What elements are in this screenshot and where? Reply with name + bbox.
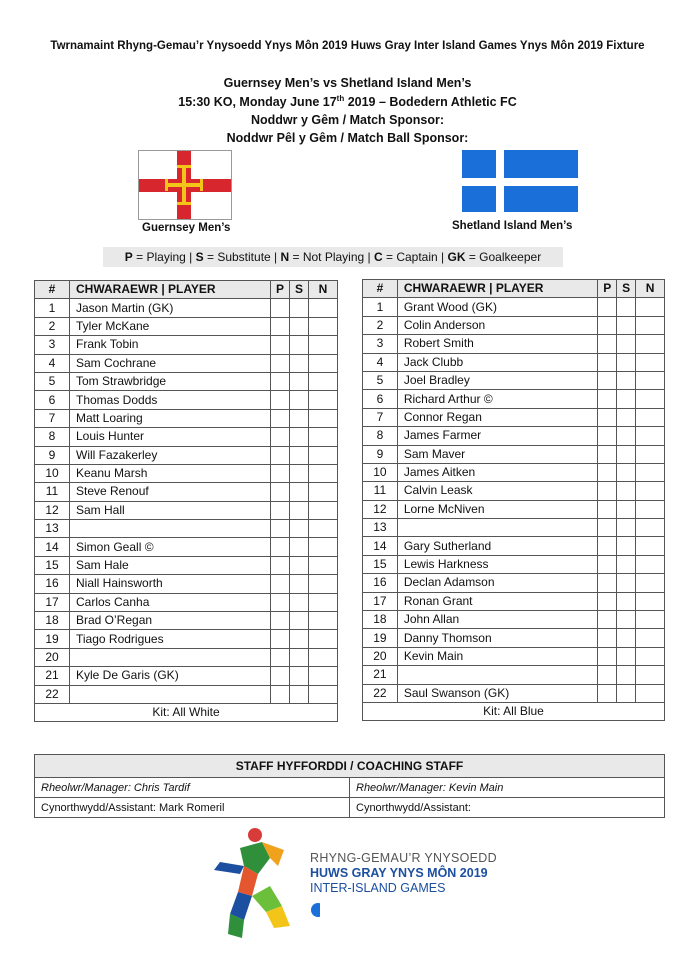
kickoff-line: 15:30 KO, Monday June 17th 2019 – Bodedern Athletic FC	[178, 94, 517, 110]
player-name: Calvin Leask	[397, 482, 598, 500]
player-name: Connor Regan	[397, 408, 598, 426]
playing-cell	[271, 336, 290, 354]
player-name: Jack Clubb	[397, 353, 598, 371]
not-playing-cell	[636, 408, 665, 426]
not-playing-cell	[309, 391, 338, 409]
not-playing-cell	[309, 667, 338, 685]
table-row	[35, 556, 338, 574]
table-row	[363, 629, 665, 647]
player-name	[70, 648, 271, 666]
player-number: 7	[363, 408, 398, 426]
col-n-header: N	[636, 280, 665, 298]
substitute-cell	[290, 667, 309, 685]
player-name: John Allan	[397, 611, 598, 629]
player-number: 16	[363, 574, 398, 592]
not-playing-cell	[309, 612, 338, 630]
player-number: 17	[363, 592, 398, 610]
player-name: Richard Arthur ©	[397, 390, 598, 408]
island-games-logo-icon	[200, 822, 320, 942]
player-number: 10	[363, 463, 398, 481]
player-name: Matt Loaring	[70, 409, 271, 427]
playing-cell	[598, 371, 617, 389]
fixture-title: Guernsey Men’s vs Shetland Island Men’s	[223, 76, 472, 90]
playing-cell	[271, 648, 290, 666]
table-row	[363, 298, 665, 316]
playing-cell	[598, 298, 617, 316]
player-name: Colin Anderson	[397, 316, 598, 334]
not-playing-cell	[636, 335, 665, 353]
table-row	[363, 611, 665, 629]
player-number: 4	[363, 353, 398, 371]
playing-cell	[271, 538, 290, 556]
playing-cell	[271, 520, 290, 538]
home-assistant: Cynorthwydd/Assistant: Mark Romeril	[35, 798, 350, 818]
not-playing-cell	[636, 500, 665, 518]
player-name: Tiago Rodrigues	[70, 630, 271, 648]
not-playing-cell	[309, 575, 338, 593]
not-playing-cell	[636, 371, 665, 389]
table-row	[35, 593, 338, 611]
playing-cell	[271, 593, 290, 611]
player-number: 20	[363, 647, 398, 665]
not-playing-cell	[636, 647, 665, 665]
player-number: 19	[363, 629, 398, 647]
playing-cell	[271, 446, 290, 464]
player-number: 8	[363, 427, 398, 445]
player-name: Keanu Marsh	[70, 464, 271, 482]
player-number: 1	[363, 298, 398, 316]
not-playing-cell	[309, 372, 338, 390]
player-name: James Farmer	[397, 427, 598, 445]
playing-cell	[598, 647, 617, 665]
table-row	[363, 592, 665, 610]
table-row	[363, 574, 665, 592]
substitute-cell	[617, 629, 636, 647]
player-number: 15	[35, 556, 70, 574]
playing-cell	[598, 555, 617, 573]
not-playing-cell	[309, 299, 338, 317]
shetland-flag-icon	[462, 150, 578, 210]
playing-cell	[598, 684, 617, 702]
player-name: Ronan Grant	[397, 592, 598, 610]
substitute-cell	[617, 298, 636, 316]
coaching-staff-table	[34, 754, 665, 818]
player-name: Tyler McKane	[70, 317, 271, 335]
not-playing-cell	[636, 427, 665, 445]
substitute-cell	[617, 445, 636, 463]
player-number: 7	[35, 409, 70, 427]
home-squad-table	[34, 280, 338, 722]
player-number: 9	[35, 446, 70, 464]
player-name: Lewis Harkness	[397, 555, 598, 573]
not-playing-cell	[309, 428, 338, 446]
substitute-cell	[290, 428, 309, 446]
substitute-cell	[290, 336, 309, 354]
playing-cell	[271, 630, 290, 648]
table-row	[35, 409, 338, 427]
away-kit: Kit: All Blue	[363, 702, 665, 720]
playing-cell	[271, 409, 290, 427]
not-playing-cell	[636, 519, 665, 537]
table-row	[35, 501, 338, 519]
substitute-cell	[290, 317, 309, 335]
not-playing-cell	[636, 611, 665, 629]
table-row	[363, 335, 665, 353]
table-row	[363, 371, 665, 389]
home-team-label: Guernsey Men’s	[142, 222, 231, 234]
playing-cell	[598, 574, 617, 592]
substitute-cell	[617, 427, 636, 445]
player-number: 17	[35, 593, 70, 611]
player-name: Steve Renouf	[70, 483, 271, 501]
substitute-cell	[617, 666, 636, 684]
playing-cell	[598, 500, 617, 518]
substitute-cell	[290, 354, 309, 372]
player-number: 12	[363, 500, 398, 518]
not-playing-cell	[636, 537, 665, 555]
player-name: Frank Tobin	[70, 336, 271, 354]
col-player-header: CHWARAEWR | PLAYER	[70, 281, 271, 299]
playing-cell	[271, 667, 290, 685]
substitute-cell	[617, 408, 636, 426]
legend: P = Playing | S = Substitute | N = Not Playing | C = Captain | GK = Goalkeeper	[103, 247, 563, 267]
playing-cell	[271, 428, 290, 446]
not-playing-cell	[309, 464, 338, 482]
player-number: 11	[35, 483, 70, 501]
player-name	[70, 685, 271, 703]
player-number: 5	[35, 372, 70, 390]
playing-cell	[598, 353, 617, 371]
player-number: 18	[35, 612, 70, 630]
table-row	[35, 575, 338, 593]
player-name: Sam Hall	[70, 501, 271, 519]
playing-cell	[598, 629, 617, 647]
substitute-cell	[617, 390, 636, 408]
table-row	[35, 354, 338, 372]
table-row	[363, 463, 665, 481]
substitute-cell	[617, 335, 636, 353]
table-row	[35, 685, 338, 703]
table-row	[35, 336, 338, 354]
playing-cell	[271, 299, 290, 317]
home-kit: Kit: All White	[35, 703, 338, 721]
substitute-cell	[290, 593, 309, 611]
not-playing-cell	[636, 574, 665, 592]
not-playing-cell	[636, 445, 665, 463]
substitute-cell	[617, 555, 636, 573]
table-row	[35, 391, 338, 409]
playing-cell	[598, 316, 617, 334]
player-number: 20	[35, 648, 70, 666]
table-row	[363, 519, 665, 537]
not-playing-cell	[309, 336, 338, 354]
table-row	[35, 464, 338, 482]
playing-cell	[271, 391, 290, 409]
not-playing-cell	[636, 666, 665, 684]
substitute-cell	[290, 464, 309, 482]
player-name: Kyle De Garis (GK)	[70, 667, 271, 685]
substitute-cell	[290, 501, 309, 519]
player-number: 4	[35, 354, 70, 372]
substitute-cell	[617, 482, 636, 500]
away-assistant: Cynorthwydd/Assistant:	[350, 798, 665, 818]
playing-cell	[271, 372, 290, 390]
substitute-cell	[617, 371, 636, 389]
playing-cell	[271, 464, 290, 482]
not-playing-cell	[636, 555, 665, 573]
table-row	[363, 316, 665, 334]
substitute-cell	[290, 372, 309, 390]
not-playing-cell	[636, 684, 665, 702]
table-row	[363, 647, 665, 665]
substitute-cell	[290, 575, 309, 593]
playing-cell	[271, 317, 290, 335]
playing-cell	[271, 354, 290, 372]
col-num-header: #	[35, 281, 70, 299]
not-playing-cell	[309, 354, 338, 372]
not-playing-cell	[636, 592, 665, 610]
player-number: 15	[363, 555, 398, 573]
not-playing-cell	[636, 482, 665, 500]
away-squad-table	[362, 279, 665, 721]
playing-cell	[271, 575, 290, 593]
player-number: 22	[363, 684, 398, 702]
ball-sponsor: Noddwr Pêl y Gêm / Match Ball Sponsor:	[226, 131, 469, 145]
col-player-header: CHWARAEWR | PLAYER	[397, 280, 598, 298]
away-team-label: Shetland Island Men’s	[452, 220, 573, 232]
table-row	[363, 555, 665, 573]
col-n-header: N	[309, 281, 338, 299]
player-number: 13	[35, 520, 70, 538]
table-row	[363, 445, 665, 463]
table-row	[35, 483, 338, 501]
table-row	[35, 446, 338, 464]
not-playing-cell	[309, 483, 338, 501]
table-row	[35, 538, 338, 556]
player-name	[70, 520, 271, 538]
not-playing-cell	[636, 316, 665, 334]
not-playing-cell	[309, 317, 338, 335]
player-number: 14	[35, 538, 70, 556]
playing-cell	[598, 611, 617, 629]
player-name: James Aitken	[397, 463, 598, 481]
playing-cell	[271, 556, 290, 574]
player-number: 2	[363, 316, 398, 334]
player-number: 18	[363, 611, 398, 629]
substitute-cell	[290, 556, 309, 574]
player-number: 21	[35, 667, 70, 685]
table-row	[35, 667, 338, 685]
substitute-cell	[290, 483, 309, 501]
player-number: 16	[35, 575, 70, 593]
player-name: Sam Maver	[397, 445, 598, 463]
col-s-header: S	[290, 281, 309, 299]
table-row	[35, 317, 338, 335]
substitute-cell	[290, 446, 309, 464]
playing-cell	[598, 592, 617, 610]
not-playing-cell	[309, 556, 338, 574]
substitute-cell	[290, 409, 309, 427]
playing-cell	[598, 445, 617, 463]
player-number: 22	[35, 685, 70, 703]
playing-cell	[598, 335, 617, 353]
substitute-cell	[617, 463, 636, 481]
substitute-cell	[617, 316, 636, 334]
table-row	[363, 408, 665, 426]
player-name: Kevin Main	[397, 647, 598, 665]
player-name: Jason Martin (GK)	[70, 299, 271, 317]
not-playing-cell	[636, 353, 665, 371]
substitute-cell	[617, 684, 636, 702]
not-playing-cell	[309, 648, 338, 666]
player-name: Tom Strawbridge	[70, 372, 271, 390]
not-playing-cell	[636, 390, 665, 408]
not-playing-cell	[636, 629, 665, 647]
substitute-cell	[617, 611, 636, 629]
away-manager: Rheolwr/Manager: Kevin Main	[350, 778, 665, 798]
not-playing-cell	[309, 538, 338, 556]
table-row	[363, 353, 665, 371]
playing-cell	[598, 666, 617, 684]
table-row	[35, 299, 338, 317]
table-row	[363, 684, 665, 702]
player-name: Niall Hainsworth	[70, 575, 271, 593]
substitute-cell	[617, 647, 636, 665]
playing-cell	[271, 612, 290, 630]
table-row	[363, 482, 665, 500]
home-manager: Rheolwr/Manager: Chris Tardif	[35, 778, 350, 798]
table-row	[363, 500, 665, 518]
table-row	[363, 390, 665, 408]
substitute-cell	[290, 538, 309, 556]
substitute-cell	[617, 574, 636, 592]
player-name: Joel Bradley	[397, 371, 598, 389]
table-row	[35, 612, 338, 630]
playing-cell	[598, 482, 617, 500]
substitute-cell	[290, 520, 309, 538]
player-name: Sam Cochrane	[70, 354, 271, 372]
table-row	[35, 630, 338, 648]
substitute-cell	[617, 537, 636, 555]
substitute-cell	[290, 685, 309, 703]
guernsey-flag-icon	[138, 150, 232, 220]
player-name: Saul Swanson (GK)	[397, 684, 598, 702]
table-row	[363, 537, 665, 555]
substitute-cell	[617, 353, 636, 371]
player-number: 13	[363, 519, 398, 537]
player-name: Carlos Canha	[70, 593, 271, 611]
player-number: 14	[363, 537, 398, 555]
player-name: Louis Hunter	[70, 428, 271, 446]
player-number: 6	[363, 390, 398, 408]
playing-cell	[271, 685, 290, 703]
playing-cell	[271, 501, 290, 519]
playing-cell	[598, 427, 617, 445]
player-name: Declan Adamson	[397, 574, 598, 592]
not-playing-cell	[309, 685, 338, 703]
substitute-cell	[290, 648, 309, 666]
table-row	[363, 427, 665, 445]
substitute-cell	[617, 500, 636, 518]
player-number: 3	[363, 335, 398, 353]
player-number: 5	[363, 371, 398, 389]
player-number: 3	[35, 336, 70, 354]
player-number: 21	[363, 666, 398, 684]
not-playing-cell	[309, 501, 338, 519]
not-playing-cell	[636, 463, 665, 481]
playing-cell	[598, 463, 617, 481]
substitute-cell	[617, 592, 636, 610]
substitute-cell	[617, 519, 636, 537]
player-number: 12	[35, 501, 70, 519]
player-name: Grant Wood (GK)	[397, 298, 598, 316]
player-name: Lorne McNiven	[397, 500, 598, 518]
playing-cell	[598, 519, 617, 537]
logo-text: RHYNG-GEMAU’R YNYSOEDD HUWS GRAY YNYS MÔN 2019 INTER-ISLAND GAMES	[310, 851, 497, 895]
player-name: Sam Hale	[70, 556, 271, 574]
not-playing-cell	[309, 446, 338, 464]
col-s-header: S	[617, 280, 636, 298]
player-name	[397, 519, 598, 537]
playing-cell	[598, 537, 617, 555]
player-number: 19	[35, 630, 70, 648]
table-row	[35, 372, 338, 390]
player-number: 2	[35, 317, 70, 335]
player-name: Brad O’Regan	[70, 612, 271, 630]
substitute-cell	[290, 391, 309, 409]
player-name: Danny Thomson	[397, 629, 598, 647]
playing-cell	[598, 408, 617, 426]
player-number: 11	[363, 482, 398, 500]
player-name: Gary Sutherland	[397, 537, 598, 555]
match-sponsor: Noddwr y Gêm / Match Sponsor:	[250, 113, 445, 127]
not-playing-cell	[309, 593, 338, 611]
not-playing-cell	[309, 630, 338, 648]
col-p-header: P	[271, 281, 290, 299]
table-row	[35, 520, 338, 538]
staff-title: STAFF HYFFORDDI / COACHING STAFF	[35, 755, 665, 778]
substitute-cell	[290, 299, 309, 317]
table-row	[35, 428, 338, 446]
table-row	[363, 666, 665, 684]
col-num-header: #	[363, 280, 398, 298]
substitute-cell	[290, 630, 309, 648]
not-playing-cell	[636, 298, 665, 316]
player-number: 6	[35, 391, 70, 409]
col-p-header: P	[598, 280, 617, 298]
playing-cell	[271, 483, 290, 501]
playing-cell	[598, 390, 617, 408]
tournament-title: Twrnamaint Rhyng-Gemau’r Ynysoedd Ynys Môn 2019 Huws Gray Inter Island Games Ynys Môn 2019 Fixture	[50, 40, 645, 52]
substitute-cell	[290, 612, 309, 630]
not-playing-cell	[309, 520, 338, 538]
not-playing-cell	[309, 409, 338, 427]
player-number: 8	[35, 428, 70, 446]
player-name: Will Fazakerley	[70, 446, 271, 464]
player-number: 9	[363, 445, 398, 463]
player-name: Thomas Dodds	[70, 391, 271, 409]
player-number: 1	[35, 299, 70, 317]
player-name: Robert Smith	[397, 335, 598, 353]
player-name	[397, 666, 598, 684]
player-name: Simon Geall ©	[70, 538, 271, 556]
player-number: 10	[35, 464, 70, 482]
table-row	[35, 648, 338, 666]
